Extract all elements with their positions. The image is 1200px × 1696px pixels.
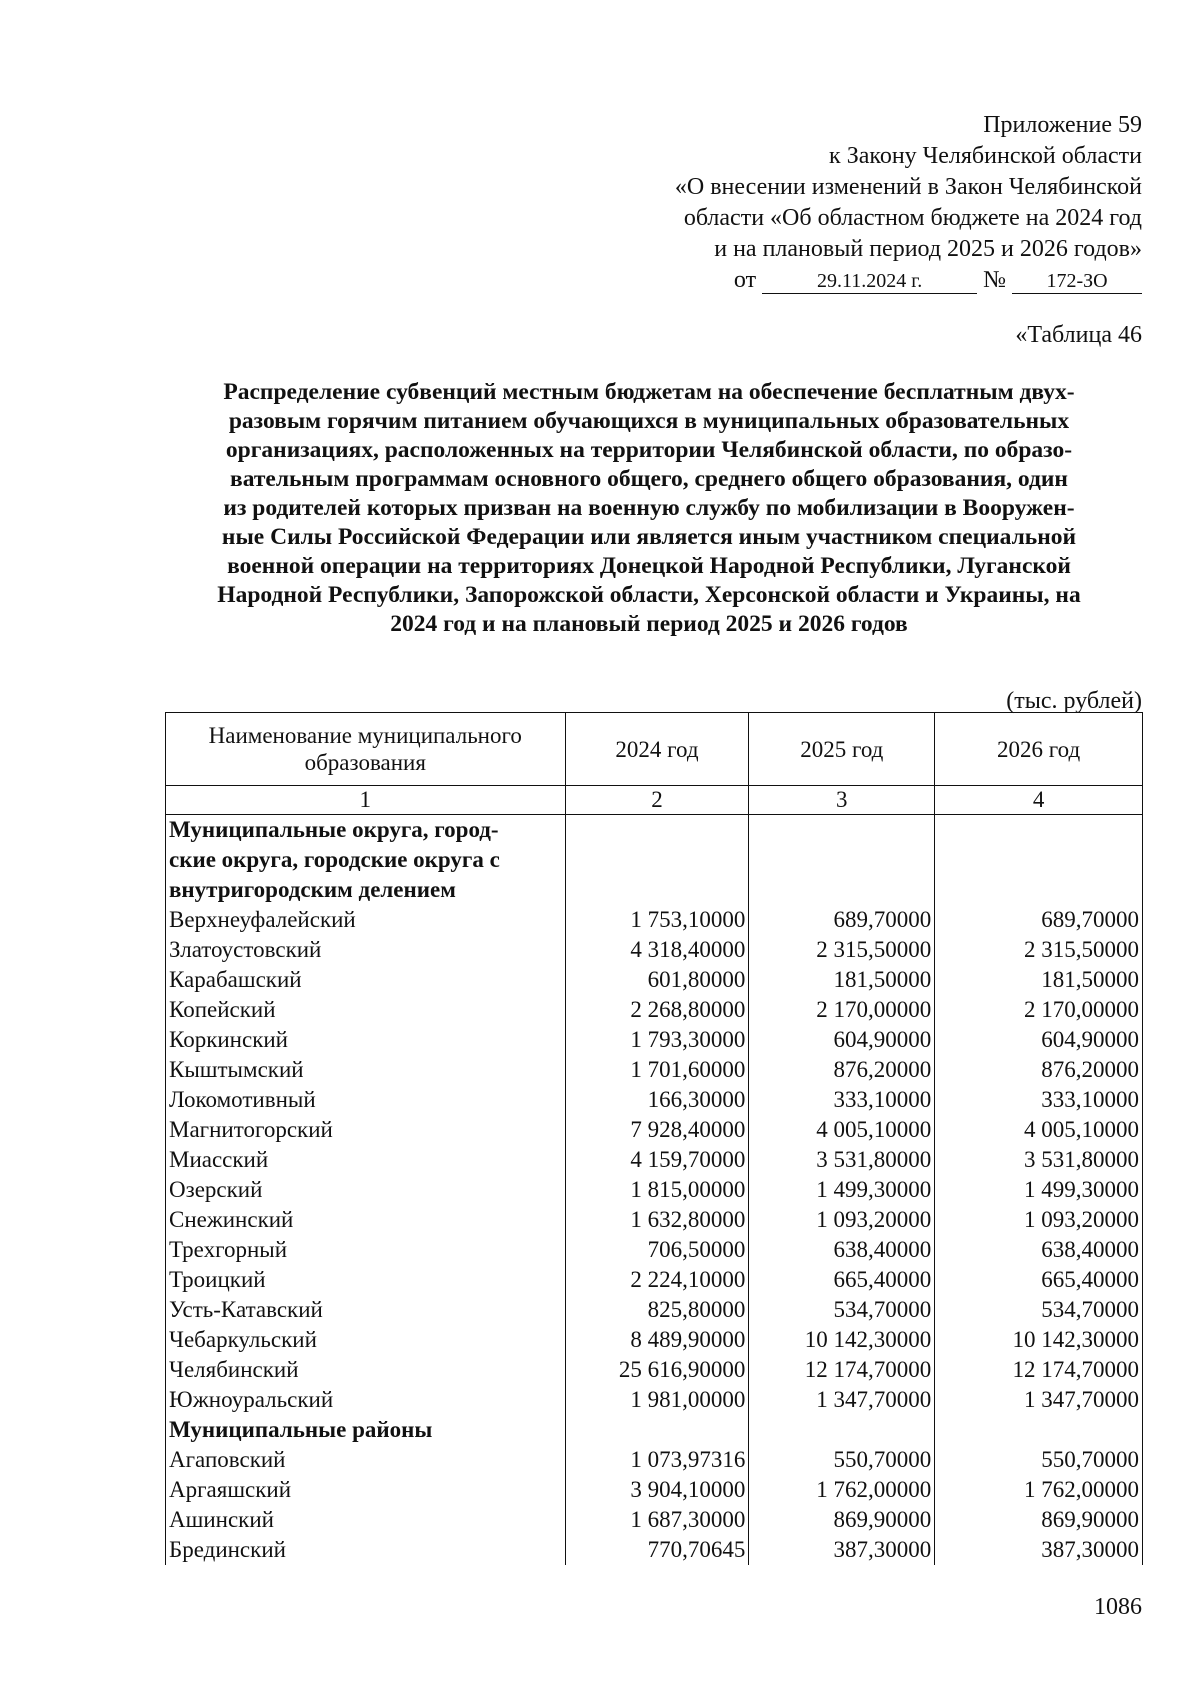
amount-cell: 825,80000 <box>565 1295 749 1325</box>
column-number-row <box>166 786 1143 815</box>
municipality-name: Кыштымский <box>166 1055 566 1085</box>
municipality-name: Челябинский <box>166 1355 566 1385</box>
section-label: Муниципальные округа, город- <box>166 815 566 846</box>
law-number: 172-ЗО <box>1012 269 1142 294</box>
title-line: разовым горячим питанием обучающихся в муниципальных образовательных <box>228 408 1070 434</box>
title-line: военной операции на территориях Донецкой Народной Республики, Луганской <box>227 553 1071 579</box>
title-line: Народной Республики, Запорожской области, Херсонской области и Украины, на <box>217 582 1081 608</box>
table-row <box>166 1475 1143 1505</box>
table-row <box>166 1355 1143 1385</box>
title-line: 2024 год и на плановый период 2025 и 2026 годов <box>390 611 908 637</box>
table-row <box>166 1295 1143 1325</box>
amount-cell: 1 073,97316 <box>565 1445 749 1475</box>
amount-cell: 604,90000 <box>749 1025 935 1055</box>
empty-cell <box>935 845 1143 875</box>
section-header-row <box>166 875 1143 905</box>
table-row <box>166 1055 1143 1085</box>
municipality-name: Трехгорный <box>166 1235 566 1265</box>
municipality-name: Южноуральский <box>166 1385 566 1415</box>
section-header-row <box>166 1415 1143 1445</box>
amount-cell: 4 159,70000 <box>565 1145 749 1175</box>
title-line: организациях, расположенных на территории Челябинской области, по образо- <box>225 437 1073 463</box>
amount-cell: 665,40000 <box>749 1265 935 1295</box>
amount-cell: 1 981,00000 <box>565 1385 749 1415</box>
amount-cell: 1 347,70000 <box>935 1385 1143 1415</box>
amount-cell: 2 224,10000 <box>565 1265 749 1295</box>
table-row <box>166 1535 1143 1565</box>
column-header-2024: 2024 год <box>565 713 749 786</box>
table-row <box>166 1445 1143 1475</box>
municipality-name: Троицкий <box>166 1265 566 1295</box>
law-reference: к Закону Челябинской области <box>829 143 1142 169</box>
column-number: 4 <box>935 786 1143 815</box>
amount-cell: 638,40000 <box>749 1235 935 1265</box>
amount-cell: 770,70645 <box>565 1535 749 1565</box>
amount-cell: 181,50000 <box>935 965 1143 995</box>
amount-cell: 1 762,00000 <box>749 1475 935 1505</box>
column-number: 1 <box>166 786 566 815</box>
amount-cell: 1 815,00000 <box>565 1175 749 1205</box>
number-label: № <box>983 267 1006 293</box>
table-label: «Таблица 46 <box>1015 322 1142 348</box>
amount-cell: 1 347,70000 <box>749 1385 935 1415</box>
municipality-name: Ашинский <box>166 1505 566 1535</box>
amount-cell: 706,50000 <box>565 1235 749 1265</box>
amount-cell: 869,90000 <box>935 1505 1143 1535</box>
table-row <box>166 1205 1143 1235</box>
table-row <box>166 1325 1143 1355</box>
amount-cell: 10 142,30000 <box>935 1325 1143 1355</box>
column-number: 3 <box>749 786 935 815</box>
empty-cell <box>749 845 935 875</box>
table-row <box>166 1145 1143 1175</box>
amount-cell: 1 762,00000 <box>935 1475 1143 1505</box>
amount-cell: 3 531,80000 <box>935 1145 1143 1175</box>
amount-cell: 2 315,50000 <box>749 935 935 965</box>
amount-cell: 550,70000 <box>935 1445 1143 1475</box>
amount-cell: 181,50000 <box>749 965 935 995</box>
amount-cell: 689,70000 <box>749 905 935 935</box>
amount-cell: 869,90000 <box>749 1505 935 1535</box>
page-number: 1086 <box>1094 1594 1142 1620</box>
municipality-name: Миасский <box>166 1145 566 1175</box>
amount-cell: 3 531,80000 <box>749 1145 935 1175</box>
amount-cell: 166,30000 <box>565 1085 749 1115</box>
section-label: ские округа, городские округа с <box>166 845 566 875</box>
empty-cell <box>749 875 935 905</box>
amount-cell: 387,30000 <box>935 1535 1143 1565</box>
municipality-name: Локомотивный <box>166 1085 566 1115</box>
municipality-name: Копейский <box>166 995 566 1025</box>
table-row <box>166 1175 1143 1205</box>
amount-cell: 4 318,40000 <box>565 935 749 965</box>
municipality-name: Брединский <box>166 1535 566 1565</box>
municipality-name: Коркинский <box>166 1025 566 1055</box>
table-row <box>166 1115 1143 1145</box>
empty-cell <box>935 815 1143 846</box>
amount-cell: 2 170,00000 <box>935 995 1143 1025</box>
table-row <box>166 1025 1143 1055</box>
table-row <box>166 1235 1143 1265</box>
table-header-row <box>166 713 1143 786</box>
amount-cell: 10 142,30000 <box>749 1325 935 1355</box>
table-row <box>166 1385 1143 1415</box>
document-title <box>150 378 1148 639</box>
column-header-name: Наименование муниципального образования <box>166 713 566 786</box>
law-amend-line-1: «О внесении изменений в Закон Челябинской <box>674 174 1142 200</box>
amount-cell: 1 093,20000 <box>935 1205 1143 1235</box>
empty-cell <box>935 875 1143 905</box>
amount-cell: 12 174,70000 <box>935 1355 1143 1385</box>
municipality-name: Аргаяшский <box>166 1475 566 1505</box>
table-row <box>166 995 1143 1025</box>
amount-cell: 1 632,80000 <box>565 1205 749 1235</box>
amount-cell: 689,70000 <box>935 905 1143 935</box>
amount-cell: 665,40000 <box>935 1265 1143 1295</box>
section-header-row <box>166 845 1143 875</box>
municipality-name: Верхнеуфалейский <box>166 905 566 935</box>
amount-cell: 7 928,40000 <box>565 1115 749 1145</box>
amount-cell: 387,30000 <box>749 1535 935 1565</box>
law-amend-line-2: области «Об областном бюджете на 2024 год <box>683 205 1142 231</box>
table-body <box>166 815 1143 1566</box>
appendix-number: Приложение 59 <box>983 112 1142 138</box>
table-row <box>166 965 1143 995</box>
table-row <box>166 1265 1143 1295</box>
title-line: ные Силы Российской Федерации или является иным участником специальной <box>221 524 1077 550</box>
amount-cell: 1 687,30000 <box>565 1505 749 1535</box>
empty-cell <box>565 845 749 875</box>
empty-cell <box>565 875 749 905</box>
municipality-name: Снежинский <box>166 1205 566 1235</box>
amount-cell: 2 170,00000 <box>749 995 935 1025</box>
municipality-name: Озерский <box>166 1175 566 1205</box>
amount-cell: 534,70000 <box>935 1295 1143 1325</box>
municipality-name: Усть-Катавский <box>166 1295 566 1325</box>
table-row <box>166 935 1143 965</box>
amount-cell: 3 904,10000 <box>565 1475 749 1505</box>
amount-cell: 4 005,10000 <box>749 1115 935 1145</box>
amount-cell: 1 753,10000 <box>565 905 749 935</box>
law-amend-line-3: и на плановый период 2025 и 2026 годов» <box>714 236 1142 262</box>
amount-cell: 8 489,90000 <box>565 1325 749 1355</box>
law-date: 29.11.2024 г. <box>762 269 977 294</box>
column-header-2026: 2026 год <box>935 713 1143 786</box>
amount-cell: 12 174,70000 <box>749 1355 935 1385</box>
title-line: из родителей которых призван на военную службу по мобилизации в Вооружен- <box>223 495 1075 521</box>
amount-cell: 534,70000 <box>749 1295 935 1325</box>
law-date-number <box>582 265 1142 296</box>
column-number: 2 <box>565 786 749 815</box>
amount-cell: 601,80000 <box>565 965 749 995</box>
amount-cell: 1 701,60000 <box>565 1055 749 1085</box>
empty-cell <box>749 815 935 846</box>
amount-cell: 25 616,90000 <box>565 1355 749 1385</box>
section-label: внутригородским делением <box>166 875 566 905</box>
amount-cell: 2 268,80000 <box>565 995 749 1025</box>
amount-cell: 333,10000 <box>749 1085 935 1115</box>
municipality-name: Карабашский <box>166 965 566 995</box>
title-line: Распределение субвенций местным бюджетам на обеспечение бесплатным двух- <box>223 379 1075 405</box>
column-header-2025: 2025 год <box>749 713 935 786</box>
amount-cell: 2 315,50000 <box>935 935 1143 965</box>
empty-cell <box>935 1415 1143 1445</box>
units-label: (тыс. рублей) <box>1006 688 1142 714</box>
section-header-row <box>166 815 1143 846</box>
empty-cell <box>565 815 749 846</box>
table-row <box>166 1505 1143 1535</box>
amount-cell: 876,20000 <box>935 1055 1143 1085</box>
table-row <box>166 1085 1143 1115</box>
municipality-name: Магнитогорский <box>166 1115 566 1145</box>
amount-cell: 4 005,10000 <box>935 1115 1143 1145</box>
municipality-name: Златоустовский <box>166 935 566 965</box>
amount-cell: 604,90000 <box>935 1025 1143 1055</box>
amount-cell: 1 499,30000 <box>749 1175 935 1205</box>
empty-cell <box>565 1415 749 1445</box>
title-line: вательным программам основного общего, среднего общего образования, один <box>230 466 1068 492</box>
empty-cell <box>749 1415 935 1445</box>
municipality-name: Чебаркульский <box>166 1325 566 1355</box>
subvention-table <box>165 712 1143 1565</box>
amount-cell: 1 093,20000 <box>749 1205 935 1235</box>
amount-cell: 1 793,30000 <box>565 1025 749 1055</box>
amount-cell: 550,70000 <box>749 1445 935 1475</box>
amount-cell: 638,40000 <box>935 1235 1143 1265</box>
amount-cell: 1 499,30000 <box>935 1175 1143 1205</box>
amount-cell: 876,20000 <box>749 1055 935 1085</box>
municipality-name: Агаповский <box>166 1445 566 1475</box>
appendix-header <box>582 110 1142 296</box>
from-label: от <box>733 267 757 293</box>
table-row <box>166 905 1143 935</box>
section-label: Муниципальные районы <box>166 1415 566 1445</box>
amount-cell: 333,10000 <box>935 1085 1143 1115</box>
